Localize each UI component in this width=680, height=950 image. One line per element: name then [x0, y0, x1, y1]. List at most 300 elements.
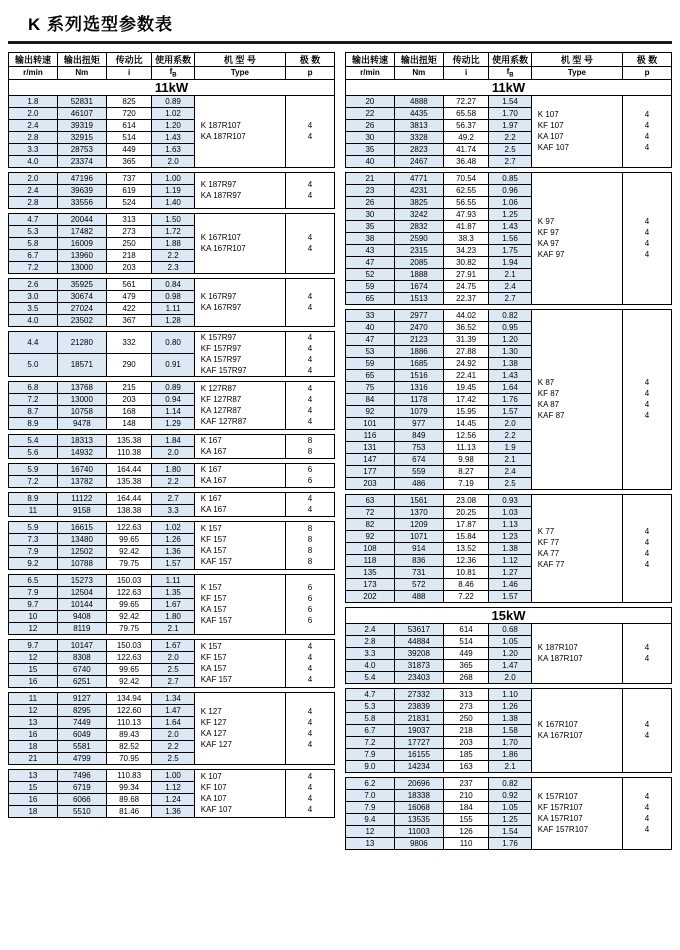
cell-poles: 4 4 [286, 278, 335, 326]
cell-factor: 1.35 [152, 586, 194, 598]
cell-torque: 1674 [394, 280, 443, 292]
cell-speed: 173 [346, 578, 395, 590]
cell-factor: 0.91 [152, 354, 194, 377]
cell-factor: 0.96 [489, 184, 531, 196]
header-torque: 输出扭矩 [394, 53, 443, 67]
cell-torque: 488 [394, 590, 443, 602]
cell-speed: 92 [346, 530, 395, 542]
cell-ratio: 218 [443, 724, 489, 736]
cell-factor: 1.06 [489, 196, 531, 208]
cell-factor: 0.89 [152, 381, 194, 393]
cell-factor: 1.19 [152, 184, 194, 196]
cell-ratio: 122.63 [106, 651, 152, 663]
cell-ratio: 19.45 [443, 381, 489, 393]
header-torque: 输出扭矩 [57, 53, 106, 67]
cell-ratio: 163 [443, 760, 489, 772]
cell-torque: 559 [394, 465, 443, 477]
cell-poles: 4 4 4 4 [623, 494, 672, 602]
cell-ratio: 122.63 [106, 586, 152, 598]
header-poles-unit: p [286, 67, 335, 80]
cell-ratio: 614 [106, 119, 152, 131]
cell-speed: 108 [346, 542, 395, 554]
cell-factor: 1.11 [152, 574, 194, 586]
cell-ratio: 164.44 [106, 463, 152, 475]
cell-speed: 116 [346, 429, 395, 441]
header-row-cn [9, 53, 335, 67]
cell-torque: 16068 [394, 801, 443, 813]
cell-type: K 127 KF 127 KA 127 KAF 127 [194, 692, 285, 764]
cell-torque: 12504 [57, 586, 106, 598]
cell-torque: 13782 [57, 475, 106, 487]
cell-ratio: 250 [443, 712, 489, 724]
cell-factor: 2.0 [489, 417, 531, 429]
cell-factor: 1.38 [489, 712, 531, 724]
header-type-unit: Type [194, 67, 285, 80]
cell-speed: 18 [9, 740, 58, 752]
cell-factor: 1.25 [489, 813, 531, 825]
cell-ratio: 36.52 [443, 321, 489, 333]
cell-ratio: 70.95 [106, 752, 152, 764]
cell-ratio: 150.03 [106, 639, 152, 651]
cell-speed: 135 [346, 566, 395, 578]
cell-torque: 10788 [57, 557, 106, 569]
cell-torque: 14234 [394, 760, 443, 772]
cell-ratio: 92.42 [106, 675, 152, 687]
cell-factor: 1.86 [489, 748, 531, 760]
cell-ratio: 619 [106, 184, 152, 196]
cell-speed: 18 [9, 805, 58, 817]
cell-factor: 1.43 [489, 220, 531, 232]
cell-ratio: 720 [106, 107, 152, 119]
cell-torque: 13000 [57, 393, 106, 405]
cell-ratio: 8.27 [443, 465, 489, 477]
cell-factor: 1.05 [489, 801, 531, 813]
cell-speed: 7.0 [346, 789, 395, 801]
left-column [8, 52, 335, 854]
cell-speed: 3.3 [346, 647, 395, 659]
cell-ratio: 8.46 [443, 578, 489, 590]
cell-torque: 2467 [394, 155, 443, 167]
cell-type: K 87 KF 87 KA 87 KAF 87 [531, 309, 622, 489]
header-factor: 使用系数 [489, 53, 531, 67]
cell-ratio: 49.2 [443, 131, 489, 143]
cell-speed: 147 [346, 453, 395, 465]
cell-type: K 157 KF 157 KA 157 KAF 157 [194, 574, 285, 634]
table-row [346, 688, 672, 700]
cell-speed: 21 [346, 172, 395, 184]
cell-factor: 1.56 [489, 232, 531, 244]
cell-speed: 5.9 [9, 521, 58, 533]
cell-torque: 27024 [57, 302, 106, 314]
cell-ratio: 110.38 [106, 446, 152, 458]
cell-speed: 8.9 [9, 417, 58, 429]
cell-torque: 2123 [394, 333, 443, 345]
cell-torque: 47196 [57, 172, 106, 184]
cell-ratio: 135.38 [106, 434, 152, 446]
cell-ratio: 122.60 [106, 704, 152, 716]
cell-factor: 2.5 [152, 663, 194, 675]
cell-ratio: 56.55 [443, 196, 489, 208]
cell-torque: 13480 [57, 533, 106, 545]
cell-torque: 10758 [57, 405, 106, 417]
cell-type: K 187R97 KA 187R97 [194, 172, 285, 208]
cell-torque: 16615 [57, 521, 106, 533]
cell-ratio: 11.13 [443, 441, 489, 453]
cell-speed: 15 [9, 663, 58, 675]
cell-torque: 1516 [394, 369, 443, 381]
cell-factor: 1.10 [489, 688, 531, 700]
cell-torque: 7496 [57, 769, 106, 781]
cell-speed: 7.2 [9, 261, 58, 273]
cell-factor: 1.20 [489, 647, 531, 659]
cell-factor: 3.3 [152, 504, 194, 516]
cell-torque: 486 [394, 477, 443, 489]
cell-factor: 1.14 [152, 405, 194, 417]
cell-ratio: 10.81 [443, 566, 489, 578]
cell-factor: 1.13 [489, 518, 531, 530]
cell-factor: 1.05 [489, 635, 531, 647]
cell-factor: 1.11 [152, 302, 194, 314]
cell-torque: 3813 [394, 119, 443, 131]
cell-factor: 1.26 [489, 700, 531, 712]
cell-torque: 32915 [57, 131, 106, 143]
cell-factor: 1.24 [152, 793, 194, 805]
cell-ratio: 72.27 [443, 95, 489, 107]
cell-torque: 18313 [57, 434, 106, 446]
cell-speed: 101 [346, 417, 395, 429]
cell-speed: 2.0 [9, 107, 58, 119]
cell-type: K 107 KF 107 KA 107 KAF 107 [531, 95, 622, 167]
cell-speed: 53 [346, 345, 395, 357]
cell-type: K 167R107 KA 167R107 [194, 213, 285, 273]
cell-ratio: 203 [106, 393, 152, 405]
cell-factor: 0.85 [489, 172, 531, 184]
cell-factor: 2.1 [489, 453, 531, 465]
cell-ratio: 62.55 [443, 184, 489, 196]
cell-torque: 1079 [394, 405, 443, 417]
cell-speed: 7.2 [9, 475, 58, 487]
page-title: K 系列选型参数表 [28, 15, 173, 34]
cell-torque: 4771 [394, 172, 443, 184]
cell-ratio: 41.87 [443, 220, 489, 232]
cell-ratio: 273 [106, 225, 152, 237]
cell-speed: 3.0 [9, 290, 58, 302]
cell-factor: 1.54 [489, 825, 531, 837]
cell-speed: 16 [9, 675, 58, 687]
cell-torque: 14932 [57, 446, 106, 458]
cell-ratio: 479 [106, 290, 152, 302]
cell-torque: 4435 [394, 107, 443, 119]
power-label-row [346, 607, 672, 623]
cell-ratio: 14.45 [443, 417, 489, 429]
cell-speed: 52 [346, 268, 395, 280]
cell-factor: 0.80 [152, 331, 194, 354]
cell-speed: 5.8 [9, 237, 58, 249]
cell-torque: 1316 [394, 381, 443, 393]
cell-factor: 1.26 [152, 533, 194, 545]
cell-torque: 52831 [57, 95, 106, 107]
cell-speed: 1.8 [9, 95, 58, 107]
cell-factor: 1.40 [152, 196, 194, 208]
cell-ratio: 138.38 [106, 504, 152, 516]
cell-ratio: 27.88 [443, 345, 489, 357]
cell-torque: 11003 [394, 825, 443, 837]
cell-speed: 6.5 [9, 574, 58, 586]
cell-torque: 1561 [394, 494, 443, 506]
cell-factor: 1.63 [152, 143, 194, 155]
cell-ratio: 134.94 [106, 692, 152, 704]
cell-ratio: 81.46 [106, 805, 152, 817]
cell-ratio: 122.63 [106, 521, 152, 533]
cell-ratio: 449 [106, 143, 152, 155]
cell-speed: 22 [346, 107, 395, 119]
cell-ratio: 24.75 [443, 280, 489, 292]
cell-speed: 7.3 [9, 533, 58, 545]
cell-speed: 84 [346, 393, 395, 405]
cell-factor: 1.57 [489, 405, 531, 417]
table-row [9, 574, 335, 586]
cell-factor: 1.38 [489, 542, 531, 554]
cell-ratio: 99.65 [106, 533, 152, 545]
table-row [346, 623, 672, 635]
cell-speed: 4.0 [9, 314, 58, 326]
cell-factor: 0.82 [489, 777, 531, 789]
cell-type: K 167R97 KA 167R97 [194, 278, 285, 326]
cell-torque: 1886 [394, 345, 443, 357]
cell-factor: 2.2 [152, 249, 194, 261]
cell-speed: 30 [346, 208, 395, 220]
cell-torque: 23403 [394, 671, 443, 683]
cell-speed: 30 [346, 131, 395, 143]
cell-speed: 6.2 [346, 777, 395, 789]
cell-factor: 2.7 [152, 492, 194, 504]
table-row [9, 639, 335, 651]
cell-speed: 35 [346, 220, 395, 232]
header-torque-unit: Nm [394, 67, 443, 80]
cell-factor: 2.1 [489, 760, 531, 772]
cell-speed: 10 [9, 610, 58, 622]
cell-torque: 18571 [57, 354, 106, 377]
cell-speed: 40 [346, 321, 395, 333]
cell-poles: 4 4 [286, 172, 335, 208]
datasheet-page [0, 10, 680, 950]
cell-factor: 1.76 [489, 837, 531, 849]
cell-ratio: 89.68 [106, 793, 152, 805]
cell-factor: 1.02 [152, 107, 194, 119]
cell-speed: 40 [346, 155, 395, 167]
cell-speed: 15 [9, 781, 58, 793]
cell-speed: 9.2 [9, 557, 58, 569]
cell-speed: 7.2 [9, 393, 58, 405]
cell-speed: 13 [9, 769, 58, 781]
cell-factor: 1.30 [489, 345, 531, 357]
cell-speed: 5.0 [9, 354, 58, 377]
cell-factor: 1.54 [489, 95, 531, 107]
cell-ratio: 514 [106, 131, 152, 143]
cell-ratio: 203 [106, 261, 152, 273]
cell-factor: 0.93 [489, 494, 531, 506]
cell-ratio: 99.65 [106, 663, 152, 675]
cell-torque: 16155 [394, 748, 443, 760]
cell-speed: 177 [346, 465, 395, 477]
cell-factor: 1.28 [152, 314, 194, 326]
cell-factor: 2.2 [152, 475, 194, 487]
header-ratio-unit: i [443, 67, 489, 80]
cell-speed: 4.0 [346, 659, 395, 671]
cell-factor: 1.34 [152, 692, 194, 704]
cell-factor: 2.3 [152, 261, 194, 273]
cell-speed: 47 [346, 256, 395, 268]
cell-speed: 35 [346, 143, 395, 155]
cell-factor: 2.0 [152, 155, 194, 167]
cell-torque: 21831 [394, 712, 443, 724]
header-ratio: 传动比 [443, 53, 489, 67]
cell-ratio: 65.58 [443, 107, 489, 119]
cell-factor: 2.7 [489, 292, 531, 304]
cell-ratio: 184 [443, 801, 489, 813]
cell-ratio: 210 [443, 789, 489, 801]
cell-factor: 1.80 [152, 610, 194, 622]
cell-speed: 2.8 [346, 635, 395, 647]
cell-ratio: 514 [443, 635, 489, 647]
cell-ratio: 9.98 [443, 453, 489, 465]
cell-speed: 26 [346, 119, 395, 131]
power-label: 11kW [346, 79, 672, 95]
cell-torque: 6740 [57, 663, 106, 675]
cell-torque: 27332 [394, 688, 443, 700]
cell-speed: 118 [346, 554, 395, 566]
table-row [9, 769, 335, 781]
cell-poles: 4 4 4 4 [286, 639, 335, 687]
cell-speed: 12 [346, 825, 395, 837]
cell-ratio: 92.42 [106, 545, 152, 557]
cell-torque: 4231 [394, 184, 443, 196]
cell-ratio: 313 [106, 213, 152, 225]
spec-table [345, 52, 672, 607]
cell-factor: 1.43 [152, 131, 194, 143]
cell-ratio: 12.36 [443, 554, 489, 566]
cell-ratio: 34.23 [443, 244, 489, 256]
cell-ratio: 164.44 [106, 492, 152, 504]
cell-torque: 6049 [57, 728, 106, 740]
header-speed: 输出转速 [346, 53, 395, 67]
cell-speed: 6.7 [346, 724, 395, 736]
header-type: 机 型 号 [531, 53, 622, 67]
cell-factor: 1.29 [152, 417, 194, 429]
cell-speed: 65 [346, 292, 395, 304]
cell-factor: 1.94 [489, 256, 531, 268]
cell-torque: 2977 [394, 309, 443, 321]
cell-torque: 21280 [57, 331, 106, 354]
cell-torque: 2590 [394, 232, 443, 244]
row-spacer [9, 817, 335, 822]
cell-torque: 572 [394, 578, 443, 590]
table-row [9, 492, 335, 504]
cell-ratio: 7.22 [443, 590, 489, 602]
cell-torque: 13000 [57, 261, 106, 273]
cell-speed: 26 [346, 196, 395, 208]
cell-ratio: 47.93 [443, 208, 489, 220]
cell-ratio: 150.03 [106, 574, 152, 586]
header-poles-unit: p [623, 67, 672, 80]
power-label-row [9, 79, 335, 95]
cell-torque: 16009 [57, 237, 106, 249]
cell-torque: 53617 [394, 623, 443, 635]
cell-torque: 2085 [394, 256, 443, 268]
header-speed: 输出转速 [9, 53, 58, 67]
cell-factor: 1.70 [489, 107, 531, 119]
cell-torque: 977 [394, 417, 443, 429]
cell-factor: 0.98 [152, 290, 194, 302]
cell-ratio: 185 [443, 748, 489, 760]
cell-factor: 0.82 [489, 309, 531, 321]
cell-speed: 6.8 [9, 381, 58, 393]
cell-ratio: 367 [106, 314, 152, 326]
cell-ratio: 237 [443, 777, 489, 789]
cell-torque: 2823 [394, 143, 443, 155]
header-ratio: 传动比 [106, 53, 152, 67]
cell-torque: 10147 [57, 639, 106, 651]
cell-factor: 1.84 [152, 434, 194, 446]
table-row [9, 95, 335, 107]
cell-ratio: 250 [106, 237, 152, 249]
cell-speed: 6.7 [9, 249, 58, 261]
cell-torque: 1370 [394, 506, 443, 518]
cell-ratio: 365 [443, 659, 489, 671]
cell-factor: 1.64 [152, 716, 194, 728]
cell-factor: 2.0 [152, 651, 194, 663]
cell-torque: 2315 [394, 244, 443, 256]
cell-ratio: 290 [106, 354, 152, 377]
cell-factor: 2.0 [152, 446, 194, 458]
cell-factor: 1.25 [489, 208, 531, 220]
cell-speed: 7.9 [346, 801, 395, 813]
cell-poles: 4 4 [286, 95, 335, 167]
header-type: 机 型 号 [194, 53, 285, 67]
cell-ratio: 365 [106, 155, 152, 167]
cell-speed: 38 [346, 232, 395, 244]
table-row [346, 95, 672, 107]
header-row-unit [346, 67, 672, 80]
cell-factor: 2.7 [152, 675, 194, 687]
cell-speed: 4.7 [346, 688, 395, 700]
cell-ratio: 268 [443, 671, 489, 683]
cell-torque: 2832 [394, 220, 443, 232]
cell-torque: 39319 [57, 119, 106, 131]
cell-poles: 4 4 4 4 [286, 381, 335, 429]
cell-speed: 82 [346, 518, 395, 530]
cell-speed: 2.8 [9, 131, 58, 143]
cell-ratio: 218 [106, 249, 152, 261]
cell-factor: 0.68 [489, 623, 531, 635]
cell-factor: 2.4 [489, 280, 531, 292]
cell-ratio: 313 [443, 688, 489, 700]
header-speed-unit: r/min [346, 67, 395, 80]
cell-speed: 7.2 [346, 736, 395, 748]
cell-speed: 47 [346, 333, 395, 345]
cell-type: K 107 KF 107 KA 107 KAF 107 [194, 769, 285, 817]
cell-torque: 17482 [57, 225, 106, 237]
cell-ratio: 79.75 [106, 622, 152, 634]
cell-torque: 17727 [394, 736, 443, 748]
cell-torque: 753 [394, 441, 443, 453]
cell-type: K 187R107 KA 187R107 [531, 623, 622, 683]
cell-speed: 33 [346, 309, 395, 321]
cell-factor: 1.47 [152, 704, 194, 716]
cell-ratio: 332 [106, 331, 152, 354]
cell-poles: 4 4 [623, 623, 672, 683]
cell-factor: 1.00 [152, 172, 194, 184]
